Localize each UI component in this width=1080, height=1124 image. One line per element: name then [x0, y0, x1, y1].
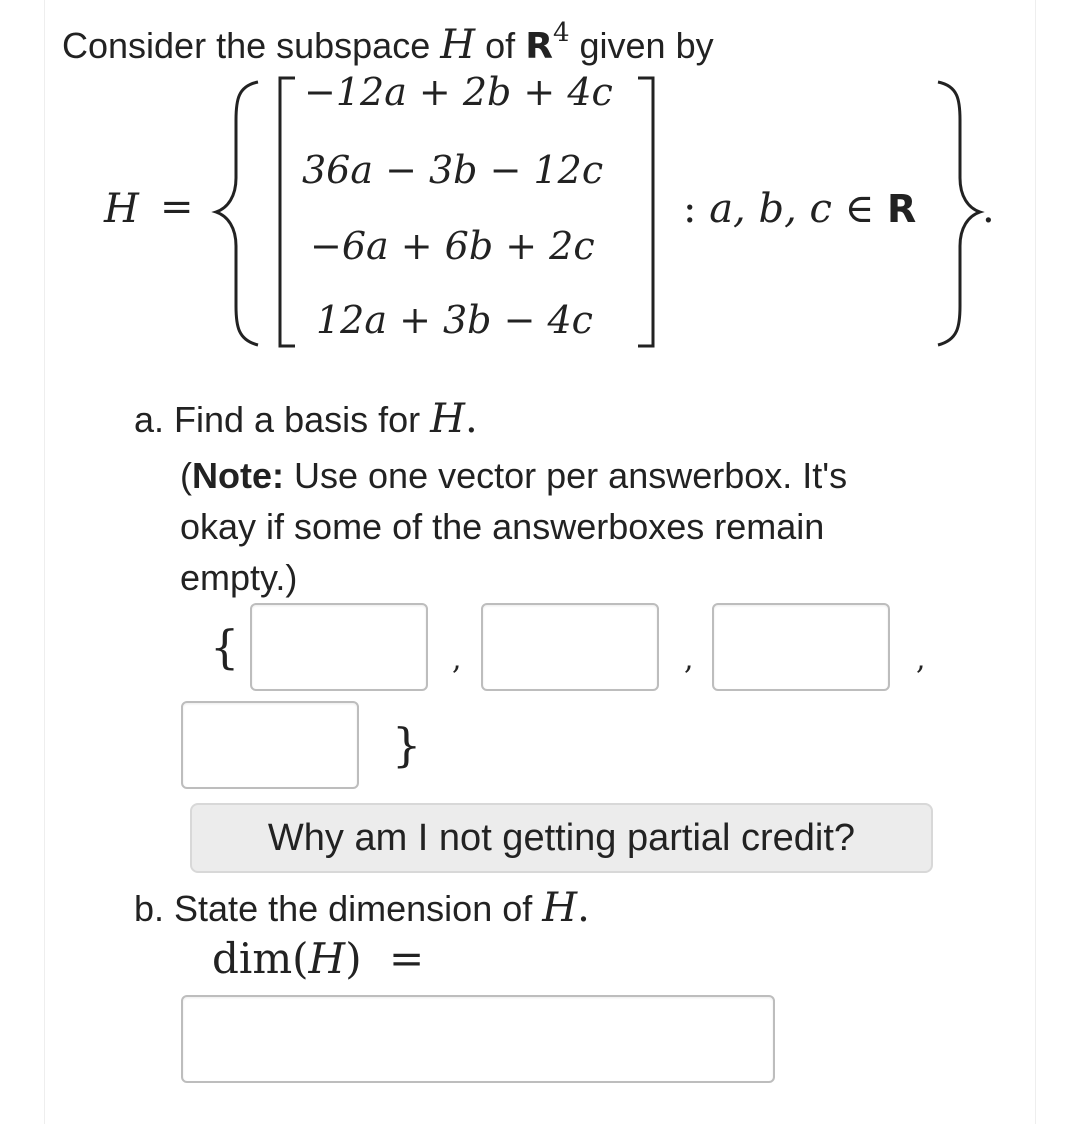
set-lhs-variable: H: [104, 186, 139, 232]
dimension-expression: dim(H) =: [212, 934, 425, 983]
part-a-note: (Note: Use one vector per answerbox. It's okay if some of the answerboxes remain empty.): [180, 455, 848, 598]
matrix-left-bracket: [280, 78, 295, 346]
basis-open-brace: {: [210, 620, 240, 674]
basis-vector-input-3[interactable]: [712, 603, 890, 691]
matrix-row-2: 36a − 3b − 12c: [302, 148, 604, 192]
question-intro: Consider the subspace H of $R^4$ given by: [62, 18, 714, 68]
basis-vector-input-1[interactable]: [250, 603, 428, 691]
set-period: .: [982, 186, 995, 232]
matrix-row-1: −12a + 2b + 4c: [304, 70, 613, 114]
matrix-right-bracket: [638, 78, 653, 346]
matrix-row-3: −6a + 6b + 2c: [310, 224, 595, 268]
dimension-input[interactable]: [181, 995, 775, 1083]
basis-vector-input-2[interactable]: [481, 603, 659, 691]
basis-close-brace: }: [392, 718, 422, 772]
basis-vector-input-4[interactable]: [181, 701, 359, 789]
part-a-prompt: a. Find a basis for H.: [134, 396, 478, 442]
set-equals: =: [160, 184, 194, 230]
matrix-row-4: 12a + 3b − 4c: [316, 298, 593, 342]
basis-comma-3: ,: [916, 642, 926, 677]
right-set-brace: [938, 82, 980, 345]
basis-comma-1: ,: [452, 642, 462, 677]
left-set-brace: [216, 82, 258, 345]
partial-credit-button[interactable]: Why am I not getting partial credit?: [190, 803, 933, 873]
part-b-prompt: b. State the dimension of H.: [134, 885, 590, 931]
set-condition: : a, b, c ∈ R: [683, 186, 917, 232]
basis-comma-2: ,: [684, 642, 694, 677]
